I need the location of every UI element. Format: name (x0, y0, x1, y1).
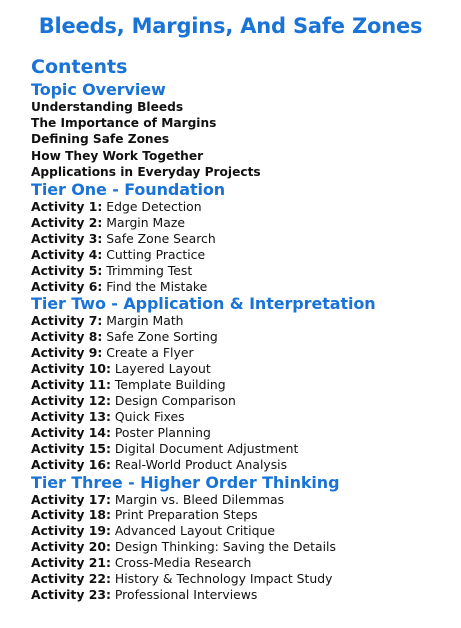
activity-name: Edge Detection (106, 199, 202, 215)
activity-item (31, 555, 451, 571)
activity-number: Activity 13: (31, 408, 111, 424)
tier-three-heading: Tier Three - Higher Order Thinking (31, 472, 340, 492)
activity-item (31, 587, 451, 603)
activity-name: Advanced Layout Critique (114, 523, 275, 539)
activity-item (31, 345, 451, 361)
activity-item (31, 263, 451, 279)
activity-name: Safe Zone Search (106, 230, 216, 246)
activity-item (31, 361, 451, 377)
activity-name: Margin Maze (106, 214, 185, 230)
tier-one-heading: Tier One - Foundation (31, 180, 226, 200)
activity-name: Design Thinking: Saving the Details (114, 539, 336, 555)
contents-heading: Contents (31, 56, 128, 78)
activity-item (31, 199, 451, 215)
activity-name: Real-World Product Analysis (114, 456, 288, 472)
activity-item (31, 215, 451, 231)
activity-number: Activity 6: (31, 278, 103, 294)
activity-number: Activity 20: (31, 539, 111, 555)
table-of-contents (31, 80, 451, 603)
tier-two-activity-list (31, 313, 451, 472)
activity-item (31, 571, 451, 587)
activity-name: Template Building (114, 377, 226, 393)
topic-overview-heading: Topic Overview (31, 80, 166, 99)
activity-item (31, 377, 451, 393)
activity-item (31, 492, 451, 508)
topic-item: Understanding Bleeds (31, 100, 184, 114)
activity-item (31, 329, 451, 345)
activity-number: Activity 14: (31, 424, 111, 440)
activity-number: Activity 1: (31, 199, 103, 215)
activity-number: Activity 3: (31, 230, 103, 246)
activity-item (31, 409, 451, 425)
activity-item (31, 279, 451, 295)
activity-number: Activity 12: (31, 392, 111, 408)
activity-item (31, 457, 451, 473)
activity-number: Activity 2: (31, 214, 103, 230)
activity-name: Margin Math (106, 313, 184, 329)
activity-name: Design Comparison (114, 392, 236, 408)
activity-item (31, 247, 451, 263)
activity-number: Activity 11: (31, 377, 111, 393)
activity-item (31, 523, 451, 539)
tier-one-activity-list (31, 199, 451, 294)
activity-number: Activity 7: (31, 313, 103, 329)
activity-name: Cutting Practice (106, 246, 206, 262)
tier-two-heading: Tier Two - Application & Interpretation (31, 294, 376, 314)
activity-number: Activity 18: (31, 507, 111, 523)
activity-name: Margin vs. Bleed Dilemmas (114, 491, 285, 507)
activity-name: Trimming Test (106, 262, 193, 278)
activity-name: Digital Document Adjustment (114, 440, 299, 456)
activity-name: Poster Planning (114, 424, 211, 440)
activity-item (31, 393, 451, 409)
activity-name: Print Preparation Steps (114, 507, 258, 523)
topic-overview-list (31, 99, 451, 180)
activity-item (31, 231, 451, 247)
activity-number: Activity 19: (31, 523, 111, 539)
activity-number: Activity 21: (31, 555, 111, 571)
activity-item (31, 313, 451, 329)
activity-number: Activity 5: (31, 262, 103, 278)
topic-item: The Importance of Margins (31, 116, 217, 131)
activity-number: Activity 23: (31, 586, 111, 602)
activity-name: Professional Interviews (114, 586, 258, 602)
activity-item (31, 441, 451, 457)
activity-name: Create a Flyer (106, 345, 194, 361)
topic-item: How They Work Together (31, 148, 204, 163)
activity-number: Activity 15: (31, 440, 111, 456)
activity-number: Activity 17: (31, 491, 111, 507)
activity-name: Safe Zone Sorting (106, 329, 218, 345)
activity-name: Find the Mistake (106, 278, 208, 294)
activity-number: Activity 22: (31, 571, 111, 587)
topic-item: Defining Safe Zones (31, 132, 170, 147)
activity-item (31, 425, 451, 441)
activity-number: Activity 8: (31, 329, 103, 345)
activity-number: Activity 9: (31, 345, 103, 361)
activity-name: Cross-Media Research (114, 555, 252, 571)
activity-item (31, 507, 451, 523)
activity-number: Activity 16: (31, 456, 111, 472)
topic-item: Applications in Everyday Projects (31, 164, 261, 179)
activity-name: Layered Layout (114, 361, 211, 377)
activity-number: Activity 4: (31, 246, 103, 262)
tier-three-activity-list (31, 492, 451, 603)
page-title: Bleeds, Margins, And Safe Zones (38, 14, 423, 38)
activity-number: Activity 10: (31, 361, 111, 377)
activity-name: Quick Fixes (114, 408, 185, 424)
activity-item (31, 539, 451, 555)
activity-name: History & Technology Impact Study (114, 571, 333, 587)
